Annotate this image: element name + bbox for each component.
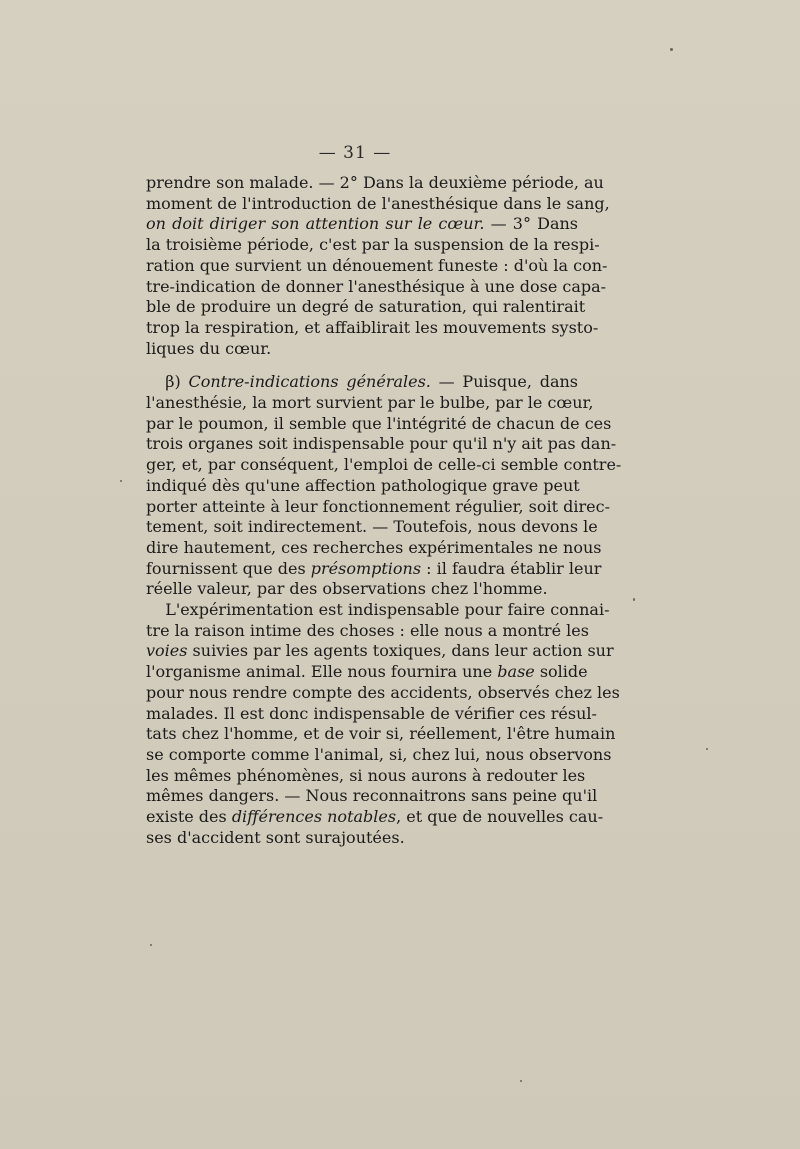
text-line: ration que survient un dénouement funeste : d'où la con- — [146, 255, 608, 275]
text-line — [146, 641, 614, 662]
text-line: ble de produire un degré de saturation, qui ralentirait — [146, 297, 586, 317]
text-line — [146, 662, 588, 683]
paragraph-2 — [146, 372, 622, 600]
italic-phrase: présomptions — [310, 558, 422, 578]
text-line: ger, et, par conséquent, l'emploi de celle-ci semble contre- — [146, 455, 622, 475]
text-fragment: suivies par les agents toxiques, dans leur action sur — [187, 641, 614, 661]
text-line: tre-indication de donner l'anesthésique à une dose capa- — [146, 276, 607, 296]
paragraph-1 — [146, 173, 610, 359]
text-line: par le poumon, il semble que l'intégrité de chacun de ces — [146, 413, 612, 433]
text-line — [146, 214, 578, 235]
paper-speck — [120, 480, 122, 482]
text-fragment: β) — [165, 372, 189, 392]
text-line: malades. Il est donc indispensable de vérifier ces résul- — [146, 703, 597, 723]
section-heading: Contre-indications générales. — [188, 372, 431, 392]
text-line: dire hautement, ces recherches expérimentales ne nous — [146, 537, 602, 557]
italic-phrase: base — [497, 662, 535, 682]
paper-speck — [706, 748, 708, 750]
text-line — [146, 558, 602, 580]
italic-phrase: différences notables — [231, 807, 397, 827]
text-fragment: l'organisme animal. Elle nous fournira une — [146, 662, 498, 682]
text-fragment: — Puisque, dans — [430, 372, 578, 392]
text-line: se comporte comme l'animal, si, chez lui, nous observons — [146, 744, 612, 764]
text-line: les mêmes phénomènes, si nous aurons à redouter les — [146, 765, 586, 785]
text-line: prendre son malade. — 2° Dans la deuxième période, au — [146, 173, 604, 192]
paper-speck — [150, 944, 152, 946]
text-line: la troisième période, c'est par la suspension de la respi- — [146, 235, 600, 255]
italic-phrase: on doit diriger son attention sur le cœur. — [146, 214, 485, 234]
paragraph-3 — [146, 600, 620, 848]
text-fragment: existe des — [146, 807, 232, 827]
text-line: moment de l'introduction de l'anesthésique dans le sang, — [146, 193, 610, 213]
text-line — [146, 372, 578, 393]
text-line: tement, soit indirectement. — Toutefois, nous devons le — [146, 517, 598, 537]
text-line: tats chez l'homme, et de voir si, réellement, l'être humain — [146, 724, 616, 744]
text-line — [146, 807, 604, 828]
paper-speck — [520, 1080, 522, 1082]
text-fragment: , et que de nouvelles cau- — [396, 807, 604, 827]
page-number: — 31 — — [318, 143, 392, 163]
text-line: tre la raison intime des choses : elle nous a montré les — [146, 620, 589, 640]
text-line: trois organes soit indispensable pour qu'il n'y ait pas dan- — [146, 434, 617, 454]
text-line: mêmes dangers. — Nous reconnaitrons sans peine qu'il — [146, 786, 598, 806]
body-text — [146, 173, 622, 849]
text-line: ses d'accident sont surajoutées. — [146, 827, 405, 847]
text-line: l'anesthésie, la mort survient par le bulbe, par le cœur, — [146, 393, 594, 413]
text-line: liques du cœur. — [146, 338, 272, 358]
text-line: trop la respiration, et affaiblirait les mouvements systo- — [146, 317, 599, 337]
text-line: pour nous rendre compte des accidents, observés chez les — [146, 682, 620, 702]
text-line: indiqué dès qu'une affection pathologique grave peut — [146, 475, 580, 495]
text-fragment: : il faudra établir leur — [421, 558, 602, 578]
text-fragment: — 3° Dans — [484, 214, 579, 234]
paper-speck — [670, 48, 673, 51]
text-line: porter atteinte à leur fonctionnement régulier, soit direc- — [146, 496, 610, 516]
text-line: L'expérimentation est indispensable pour faire connai- — [165, 600, 610, 620]
paper-speck — [633, 598, 635, 601]
text-fragment: solide — [534, 662, 588, 682]
text-line: réelle valeur, par des observations chez l'homme. — [146, 579, 548, 599]
italic-phrase: voies — [146, 641, 188, 661]
text-fragment: fournissent que des — [146, 558, 311, 578]
